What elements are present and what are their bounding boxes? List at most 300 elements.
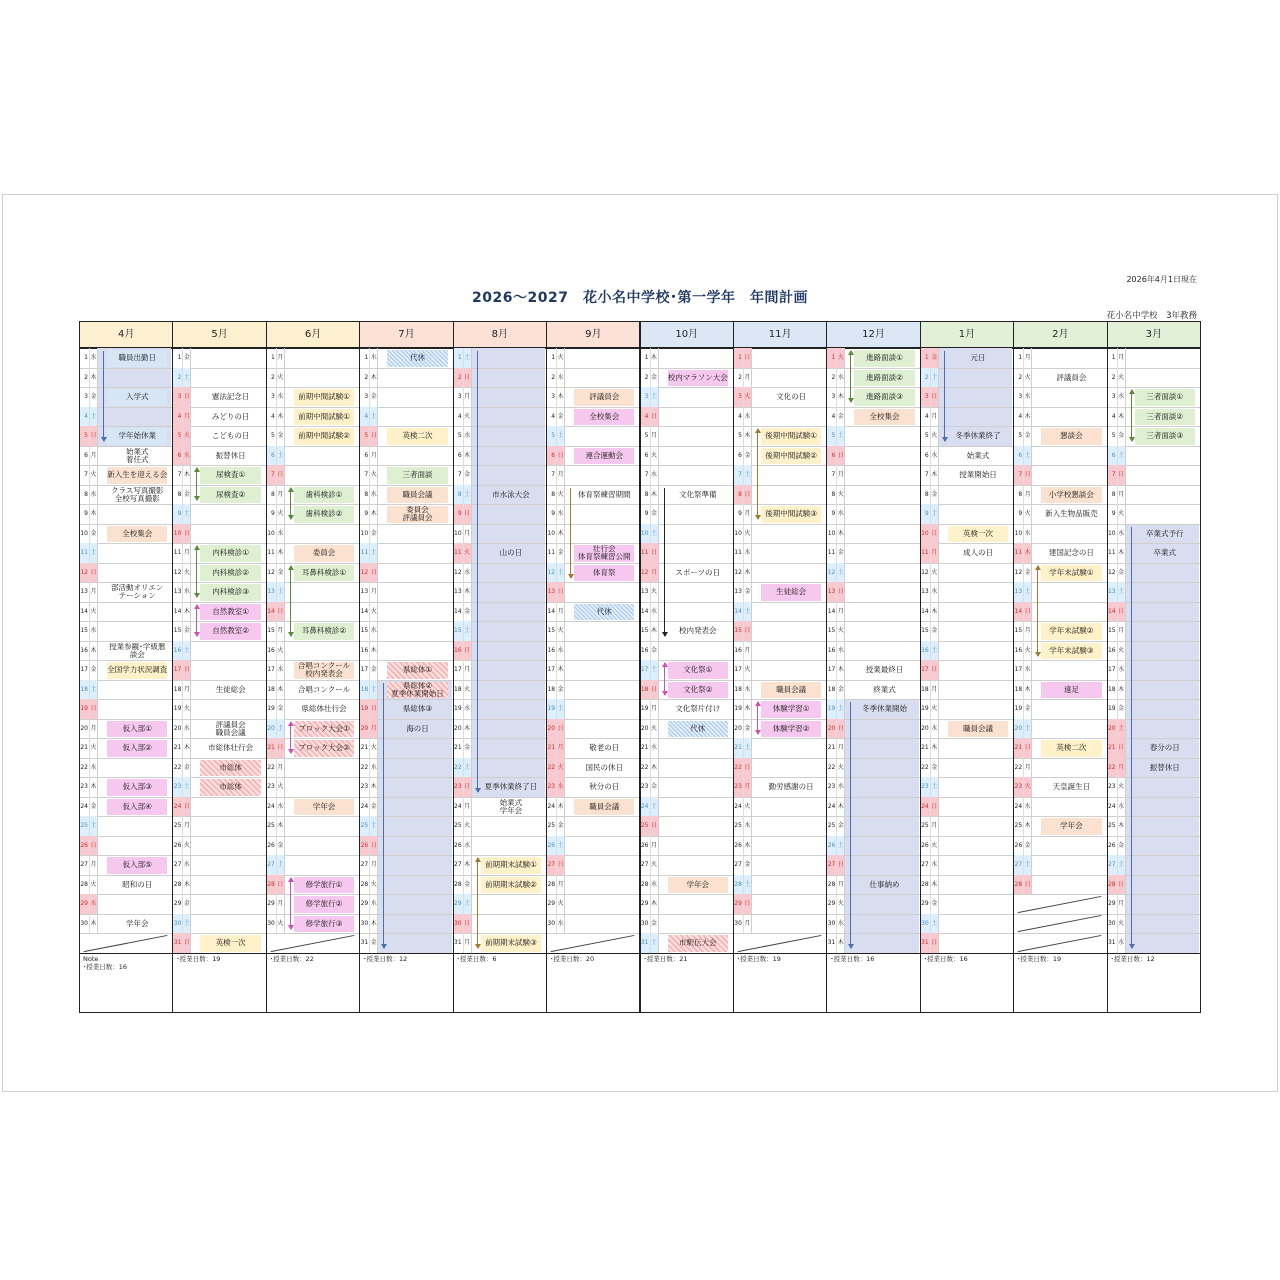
row-divider	[734, 933, 826, 934]
weekday: 月	[651, 426, 659, 446]
weekday: 水	[183, 719, 191, 739]
day-number: 15	[267, 621, 277, 641]
event-label: 県総体③	[402, 704, 433, 714]
day-number: 9	[80, 504, 90, 524]
weekday: 木	[837, 387, 845, 407]
weekday: 水	[837, 368, 845, 388]
event-label: 昭和の日	[122, 879, 153, 889]
weekday: 月	[370, 719, 378, 739]
event-label: 歯科検診②	[294, 506, 354, 523]
event-label: 委員会 評議員会	[387, 506, 447, 523]
weekday: 日	[557, 582, 565, 602]
day-number: 22	[641, 758, 651, 778]
weekday: 金	[651, 777, 659, 797]
day-number: 30	[80, 914, 90, 934]
weekday: 火	[370, 465, 378, 485]
event-label: 文化祭片付け	[675, 704, 721, 714]
weekday: 土	[931, 777, 939, 797]
weekday: 金	[557, 543, 565, 563]
day-number: 15	[921, 621, 931, 641]
event-label: 前期期末試験①	[481, 857, 541, 874]
day-number: 4	[921, 407, 931, 427]
day-number: 9	[360, 504, 370, 524]
weekday: 月	[1118, 758, 1126, 778]
day-number: 24	[454, 797, 464, 817]
weekday: 日	[90, 836, 98, 856]
weekday: 火	[183, 426, 191, 446]
weekday: 土	[651, 524, 659, 544]
period-arrow	[664, 663, 665, 695]
month-header: 3月	[1107, 321, 1201, 348]
weekday: 木	[651, 621, 659, 641]
weekday: 土	[277, 446, 285, 466]
period-arrow	[383, 683, 384, 949]
weekday: 水	[837, 641, 845, 661]
weekday: 水	[931, 582, 939, 602]
day-number: 10	[921, 524, 931, 544]
day-number: 5	[1108, 426, 1118, 446]
weekday: 木	[464, 855, 472, 875]
weekday: 日	[651, 543, 659, 563]
weekday: 木	[464, 719, 472, 739]
teaching-days-total	[457, 955, 497, 963]
day-number: 12	[827, 563, 837, 583]
day-number: 1	[641, 348, 651, 368]
day-number: 16	[734, 641, 744, 661]
weekday: 水	[464, 699, 472, 719]
weekday: 水	[277, 387, 285, 407]
day-number: 30	[641, 914, 651, 934]
day-number: 24	[734, 797, 744, 817]
day-number: 23	[360, 777, 370, 797]
day-number: 21	[547, 738, 557, 758]
weekday: 日	[557, 446, 565, 466]
day-number: 21	[921, 738, 931, 758]
event-label: 前期中間試験①	[294, 389, 354, 406]
weekday: 土	[464, 758, 472, 778]
weekday: 火	[370, 602, 378, 622]
weekday: 水	[744, 407, 752, 427]
day-number: 16	[827, 641, 837, 661]
day-number: 23	[1108, 777, 1118, 797]
weekday: 月	[744, 777, 752, 797]
event-label: 三者面談③	[1135, 428, 1195, 445]
event-label: 代休	[387, 350, 447, 367]
weekday: 木	[183, 738, 191, 758]
weekday: 水	[370, 485, 378, 505]
weekday: 水	[557, 914, 565, 934]
weekday: 火	[557, 621, 565, 641]
event-label: 遠足	[1041, 682, 1101, 699]
weekday: 金	[183, 894, 191, 914]
day-number: 6	[547, 446, 557, 466]
weekday: 水	[1118, 387, 1126, 407]
event-label: 壮行会 体育祭練習公開	[574, 545, 634, 562]
weekday: 月	[90, 855, 98, 875]
event-label: 振替休日	[215, 450, 246, 460]
weekday: 日	[1024, 738, 1032, 758]
weekday: 木	[1024, 816, 1032, 836]
event-label: 体育祭	[574, 565, 634, 582]
weekday: 土	[370, 407, 378, 427]
day-number: 27	[80, 855, 90, 875]
day-number: 18	[360, 680, 370, 700]
weekday: 土	[651, 933, 659, 953]
day-number: 6	[173, 446, 183, 466]
weekday: 日	[931, 387, 939, 407]
day-number: 5	[827, 426, 837, 446]
month-header: 2月	[1013, 321, 1107, 348]
day-number: 9	[921, 504, 931, 524]
day-number: 1	[921, 348, 931, 368]
day-number: 25	[267, 816, 277, 836]
weekday: 土	[90, 543, 98, 563]
weekday: 土	[651, 797, 659, 817]
weekday: 火	[277, 641, 285, 661]
weekday: 土	[1024, 582, 1032, 602]
weekday: 日	[744, 485, 752, 505]
day-number: 2	[1108, 368, 1118, 388]
day-number: 3	[1014, 387, 1024, 407]
weekday: 金	[370, 933, 378, 953]
day-number: 5	[921, 426, 931, 446]
day-number: 14	[360, 602, 370, 622]
day-number: 30	[547, 914, 557, 934]
event-label: 校内発表会	[678, 626, 717, 636]
event-label: 憲法記念日	[211, 392, 250, 402]
month-header: 5月	[172, 321, 266, 348]
weekday: 月	[931, 680, 939, 700]
event-label: 始業式 着任式	[125, 447, 149, 464]
weekday: 土	[557, 426, 565, 446]
event-label: 海の日	[406, 723, 429, 733]
day-number: 26	[827, 836, 837, 856]
day-number: 28	[734, 875, 744, 895]
weekday: 土	[931, 504, 939, 524]
event-label: 自然教室①	[200, 604, 260, 621]
weekday: 火	[837, 485, 845, 505]
weekday: 木	[183, 602, 191, 622]
day-number: 20	[173, 719, 183, 739]
weekday: 木	[277, 543, 285, 563]
day-number: 26	[734, 836, 744, 856]
row-divider	[267, 953, 359, 954]
day-number: 4	[734, 407, 744, 427]
day-number: 7	[454, 465, 464, 485]
weekday: 木	[277, 407, 285, 427]
day-number: 26	[1014, 836, 1024, 856]
weekday: 金	[1024, 699, 1032, 719]
period-arrow	[196, 546, 197, 597]
period-arrow	[850, 351, 851, 402]
teaching-days-value: ･授業日数：20	[550, 954, 595, 963]
event-label: 三者面談②	[1135, 409, 1195, 426]
weekday: 月	[837, 465, 845, 485]
weekday: 木	[1118, 543, 1126, 563]
day-number: 4	[80, 407, 90, 427]
day-number: 25	[734, 816, 744, 836]
table-bottom-border	[79, 1012, 1200, 1013]
weekday: 日	[1118, 738, 1126, 758]
day-number: 23	[734, 777, 744, 797]
weekday: 木	[90, 641, 98, 661]
event-label: 市総体	[200, 760, 260, 777]
weekday: 火	[744, 524, 752, 544]
event-label: 終業式	[873, 684, 896, 694]
day-number: 2	[641, 368, 651, 388]
weekday: 日	[1024, 875, 1032, 895]
weekday: 金	[651, 504, 659, 524]
day-number: 15	[80, 621, 90, 641]
event-label: 夏季休業終了日	[484, 782, 538, 792]
weekday: 日	[370, 699, 378, 719]
day-number: 19	[547, 699, 557, 719]
teaching-days-total	[83, 955, 127, 971]
weekday: 金	[651, 914, 659, 934]
day-number: 4	[1108, 407, 1118, 427]
day-number: 8	[734, 485, 744, 505]
day-number: 8	[80, 485, 90, 505]
weekday: 水	[1024, 524, 1032, 544]
weekday: 日	[464, 368, 472, 388]
row-divider	[1108, 953, 1200, 954]
day-number: 12	[360, 563, 370, 583]
event-label: 体験学習②	[761, 721, 821, 738]
day-number: 13	[641, 582, 651, 602]
weekday: 水	[557, 368, 565, 388]
weekday: 土	[837, 699, 845, 719]
day-number: 21	[734, 738, 744, 758]
weekday: 水	[183, 446, 191, 466]
weekday: 火	[1118, 777, 1126, 797]
teaching-days-total	[176, 955, 220, 963]
day-number: 22	[173, 758, 183, 778]
event-label: 学年始休業	[107, 428, 167, 445]
weekday: 火	[183, 836, 191, 856]
weekday: 金	[1118, 699, 1126, 719]
weekday: 火	[557, 348, 565, 368]
weekday: 火	[1118, 368, 1126, 388]
teaching-days-value: ･授業日数：6	[456, 954, 497, 963]
event-label: 春分の日	[1149, 743, 1180, 753]
day-number: 28	[547, 875, 557, 895]
day-number: 10	[1014, 524, 1024, 544]
day-number: 10	[267, 524, 277, 544]
weekday: 火	[931, 699, 939, 719]
weekday: 月	[277, 348, 285, 368]
weekday: 木	[744, 699, 752, 719]
day-number: 18	[173, 680, 183, 700]
day-number: 2	[454, 368, 464, 388]
weekday: 金	[464, 875, 472, 895]
row-divider	[267, 933, 359, 934]
day-number: 13	[547, 582, 557, 602]
weekday: 月	[370, 855, 378, 875]
day-number: 14	[173, 602, 183, 622]
day-number: 5	[1014, 426, 1024, 446]
weekday: 木	[464, 446, 472, 466]
event-label: 前期期末試験③	[481, 935, 541, 952]
day-number: 19	[173, 699, 183, 719]
weekday: 月	[744, 914, 752, 934]
weekday: 水	[931, 446, 939, 466]
day-number: 21	[454, 738, 464, 758]
month-header: 1月	[920, 321, 1014, 348]
period-arrow	[570, 488, 571, 578]
row-divider	[1014, 914, 1106, 915]
day-number: 31	[641, 933, 651, 953]
weekday: 日	[651, 407, 659, 427]
day-number: 6	[734, 446, 744, 466]
day-number: 5	[80, 426, 90, 446]
weekday: 金	[464, 602, 472, 622]
event-label: 進路面談①	[854, 350, 914, 367]
day-number: 30	[454, 914, 464, 934]
day-number: 16	[80, 641, 90, 661]
annual-calendar	[79, 321, 1200, 1013]
weekday: 水	[370, 758, 378, 778]
event-label: 学年会	[1041, 818, 1101, 835]
day-number: 17	[921, 660, 931, 680]
weekday: 水	[183, 582, 191, 602]
period-arrow	[290, 566, 291, 637]
weekday: 日	[464, 504, 472, 524]
teaching-days-value: ･授業日数：12	[1110, 954, 1155, 963]
event-label: 耳鼻科検診①	[294, 565, 354, 582]
day-number: 23	[80, 777, 90, 797]
day-number: 5	[454, 426, 464, 446]
day-number: 27	[1108, 855, 1118, 875]
event-label: 仮入部②	[107, 740, 167, 757]
weekday: 月	[557, 602, 565, 622]
weekday: 土	[90, 680, 98, 700]
weekday: 木	[277, 680, 285, 700]
weekday: 水	[651, 465, 659, 485]
weekday: 木	[651, 758, 659, 778]
weekday: 木	[183, 875, 191, 895]
weekday: 日	[277, 875, 285, 895]
day-number: 7	[1014, 465, 1024, 485]
event-label: 生徒総会	[215, 684, 246, 694]
event-label: 職員会議	[948, 721, 1008, 738]
day-number: 16	[1014, 641, 1024, 661]
weekday: 木	[744, 836, 752, 856]
weekday: 木	[651, 485, 659, 505]
weekday: 火	[183, 699, 191, 719]
day-number: 26	[641, 836, 651, 856]
weekday: 火	[277, 777, 285, 797]
day-number: 2	[360, 368, 370, 388]
weekday: 金	[557, 816, 565, 836]
weekday: 金	[90, 387, 98, 407]
day-number: 5	[734, 426, 744, 446]
day-number: 14	[827, 602, 837, 622]
weekday: 火	[744, 387, 752, 407]
weekday: 木	[90, 914, 98, 934]
day-number: 22	[267, 758, 277, 778]
weekday: 日	[744, 894, 752, 914]
day-number: 28	[173, 875, 183, 895]
day-number: 26	[547, 836, 557, 856]
day-number: 22	[827, 758, 837, 778]
event-label: 学年末試験①	[1041, 565, 1101, 582]
month-header: 8月	[453, 321, 547, 348]
weekday: 金	[183, 621, 191, 641]
day-number: 25	[173, 816, 183, 836]
weekday: 日	[183, 797, 191, 817]
teaching-days-total	[363, 955, 407, 963]
day-number: 14	[641, 602, 651, 622]
weekday: 火	[1024, 641, 1032, 661]
weekday: 土	[277, 719, 285, 739]
day-number: 17	[454, 660, 464, 680]
weekday: 日	[1118, 875, 1126, 895]
day-number: 22	[921, 758, 931, 778]
weekday: 金	[1024, 836, 1032, 856]
day-number: 14	[267, 602, 277, 622]
weekday: 水	[370, 894, 378, 914]
weekday: 金	[931, 621, 939, 641]
month-header: 10月	[640, 321, 734, 348]
event-label: 合唱コンクール 校内発表会	[294, 662, 354, 679]
day-number: 11	[267, 543, 277, 563]
row-divider	[454, 953, 546, 954]
day-number: 21	[641, 738, 651, 758]
event-label: 尿検査②	[200, 487, 260, 504]
weekday: 日	[183, 524, 191, 544]
day-number: 30	[173, 914, 183, 934]
weekday: 月	[183, 543, 191, 563]
month-header: 4月	[79, 321, 173, 348]
weekday: 日	[183, 660, 191, 680]
day-number: 22	[734, 758, 744, 778]
weekday: 火	[837, 621, 845, 641]
day-number: 13	[454, 582, 464, 602]
weekday: 水	[1118, 660, 1126, 680]
weekday: 日	[90, 426, 98, 446]
day-number: 16	[454, 641, 464, 661]
day-number: 28	[921, 875, 931, 895]
weekday: 金	[183, 485, 191, 505]
day-number: 17	[1108, 660, 1118, 680]
day-number: 27	[547, 855, 557, 875]
day-number: 27	[921, 855, 931, 875]
period-arrow	[290, 488, 291, 520]
event-label: 体育祭練習期間	[578, 489, 631, 499]
event-label: 県総体壮行会	[301, 704, 347, 714]
day-number: 25	[921, 816, 931, 836]
row-divider	[1014, 933, 1106, 934]
day-number: 27	[1014, 855, 1024, 875]
weekday: 木	[557, 797, 565, 817]
day-number: 3	[454, 387, 464, 407]
event-label: 生徒総会	[761, 584, 821, 601]
event-label: 学年会	[668, 877, 728, 894]
weekday: 日	[744, 758, 752, 778]
day-number: 12	[641, 563, 651, 583]
weekday: 金	[837, 543, 845, 563]
weekday: 水	[464, 563, 472, 583]
day-number: 5	[267, 426, 277, 446]
event-label: 代休	[668, 721, 728, 738]
weekday: 日	[837, 719, 845, 739]
day-number: 5	[641, 426, 651, 446]
day-number: 4	[547, 407, 557, 427]
day-number: 26	[921, 836, 931, 856]
month-header: 12月	[826, 321, 920, 348]
event-label: 全校集会	[854, 409, 914, 426]
day-number: 6	[454, 446, 464, 466]
